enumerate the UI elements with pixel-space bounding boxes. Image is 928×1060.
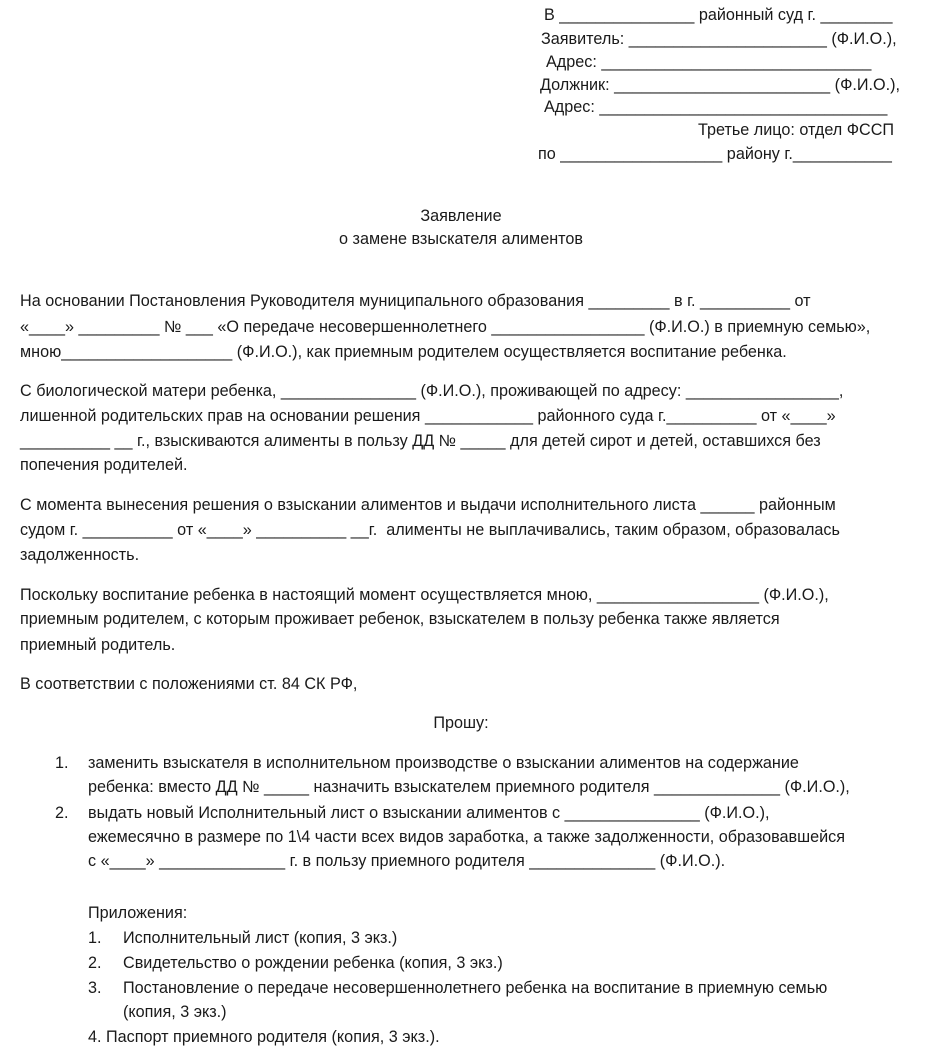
paragraph-line: попечения родителей. xyxy=(20,456,188,474)
paragraph-line: На основании Постановления Руководителя муниципального образования _________ в г. __________ от xyxy=(20,292,811,310)
paragraph-line: __________ __ г., взыскиваются алименты в пользу ДД № _____ для детей сирот и детей, оставшихся без xyxy=(20,432,821,450)
request-line: с «____» ______________ г. в пользу приемного родителя ______________ (Ф.И.О.). xyxy=(88,852,726,870)
attachment-line: (копия, 3 экз.) xyxy=(123,1003,227,1021)
debtor-line: Должник: ________________________ (Ф.И.О.), xyxy=(540,76,900,94)
request-number: 2. xyxy=(55,804,69,822)
debtor-address-line: Адрес: ________________________________ xyxy=(544,98,888,116)
attachment-number: 2. xyxy=(88,954,102,972)
paragraph-line: приемным родителем, с которым проживает ребенок, взыскателем в пользу ребенка также является xyxy=(20,610,780,628)
attachment-line: Постановление о передаче несовершеннолетнего ребенка на воспитание в приемную семью xyxy=(123,979,828,997)
paragraph-line: С момента вынесения решения о взыскании алиментов и выдачи исполнительного листа ______ районным xyxy=(20,496,836,514)
attachments-heading: Приложения: xyxy=(88,904,188,922)
paragraph-line: С биологической матери ребенка, _______________ (Ф.И.О.), проживающей по адресу: _________________, xyxy=(20,382,844,400)
request-heading: Прошу: xyxy=(433,714,489,732)
paragraph-line: лишенной родительских прав на основании решения ____________ районного суда г.__________ от «____» xyxy=(20,407,836,425)
request-line: ежемесячно в размере по 1\4 части всех видов заработка, а также задолженности, образовавшейся xyxy=(88,828,845,846)
attachment-number: 3. xyxy=(88,979,102,997)
paragraph-line: Поскольку воспитание ребенка в настоящий момент осуществляется мною, __________________ (Ф.И.О.), xyxy=(20,586,829,604)
request-line: выдать новый Исполнительный лист о взыскании алиментов с _______________ (Ф.И.О.), xyxy=(88,804,770,822)
request-line: заменить взыскателя в исполнительном производстве о взыскании алиментов на содержание xyxy=(88,754,799,772)
paragraph-line: приемный родитель. xyxy=(20,636,176,654)
court-line: В _______________ районный суд г. ________ xyxy=(544,6,893,24)
request-line: ребенка: вместо ДД № _____ назначить взыскателем приемного родителя ______________ (Ф.И.О.), xyxy=(88,778,850,796)
attachment-line: 4. Паспорт приемного родителя (копия, 3 экз.). xyxy=(88,1028,440,1046)
paragraph-line: задолженность. xyxy=(20,546,140,564)
paragraph-line: «____» _________ № ___ «О передаче несовершеннолетнего _________________ (Ф.И.О.) в приемную семью», xyxy=(20,318,871,336)
district-line: по __________________ району г.___________ xyxy=(538,145,892,163)
paragraph-line: мною___________________ (Ф.И.О.), как приемным родителем осуществляется воспитание ребенка. xyxy=(20,343,787,361)
document-subtitle: о замене взыскателя алиментов xyxy=(339,230,583,248)
attachment-line: Свидетельство о рождении ребенка (копия, 3 экз.) xyxy=(123,954,503,972)
document-title: Заявление xyxy=(420,207,502,225)
applicant-line: Заявитель: ______________________ (Ф.И.О.), xyxy=(541,30,897,48)
request-number: 1. xyxy=(55,754,69,772)
third-party-line: Третье лицо: отдел ФССП xyxy=(698,121,895,139)
applicant-address-line: Адрес: ______________________________ xyxy=(546,53,872,71)
paragraph-line: В соответствии с положениями ст. 84 СК РФ, xyxy=(20,675,358,693)
paragraph-line: судом г. __________ от «____» __________ __г. алименты не выплачивались, таким образом, образовалась xyxy=(20,521,840,539)
attachment-number: 1. xyxy=(88,929,102,947)
attachment-line: Исполнительный лист (копия, 3 экз.) xyxy=(123,929,398,947)
